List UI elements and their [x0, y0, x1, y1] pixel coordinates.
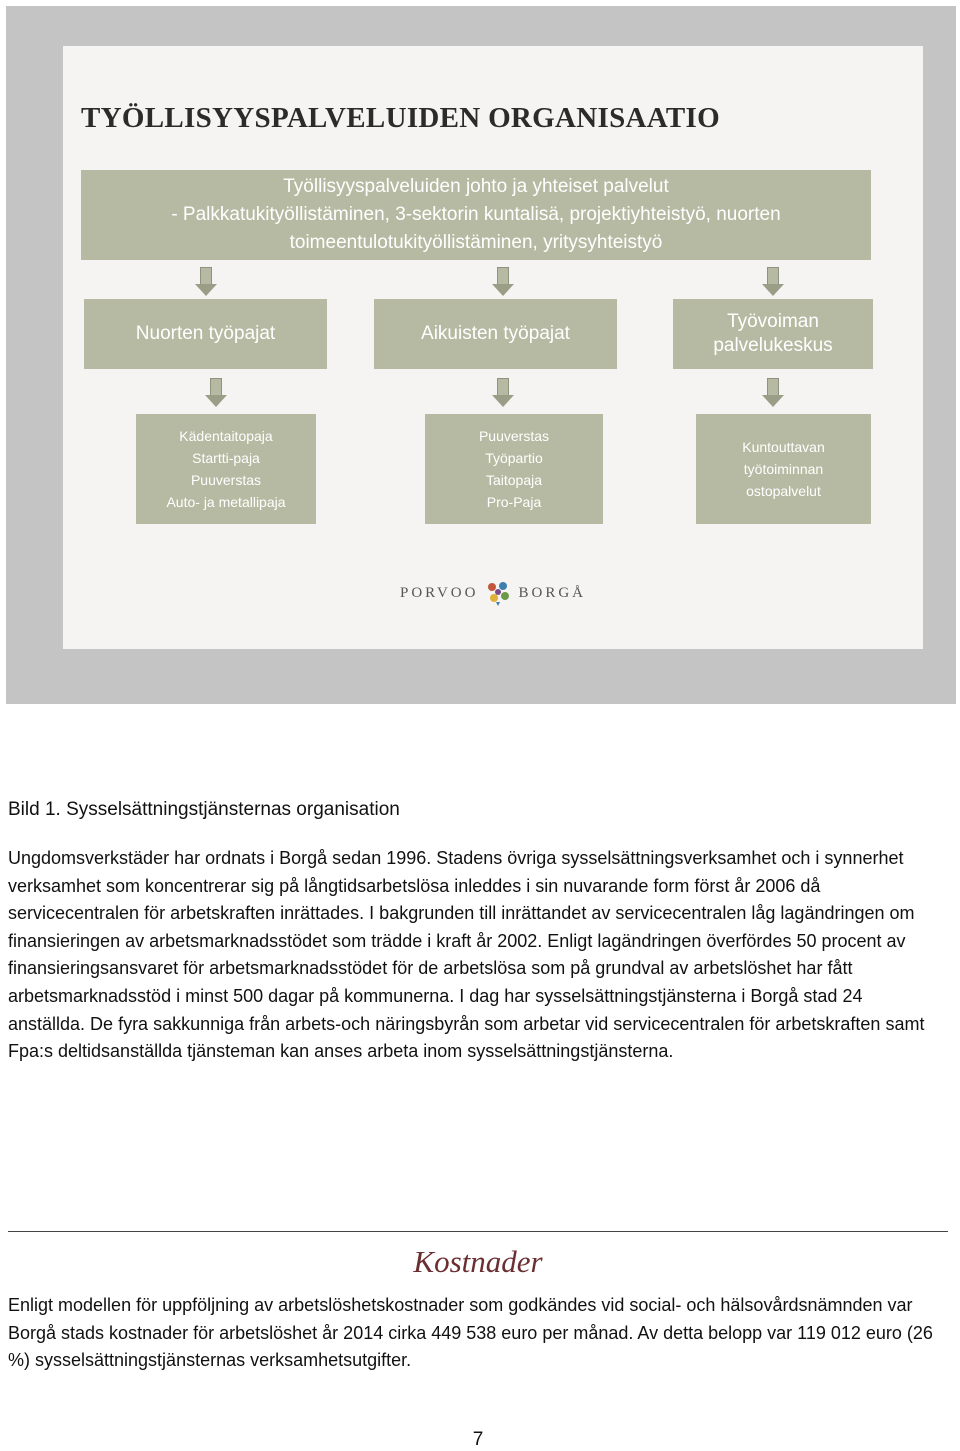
box-line: Taitopaja [485, 472, 543, 488]
box-line: Pro-Paja [486, 494, 542, 510]
logo-text-left: PORVOO [400, 584, 479, 601]
logo-text-right: BORGÅ [518, 584, 586, 601]
down-arrow-icon [493, 378, 513, 408]
box-line: Kädentaitopaja [179, 428, 273, 444]
org-chart-slide [63, 46, 923, 649]
management-box [81, 170, 871, 260]
youth-workshop-units-box [136, 414, 316, 524]
management-box-line: - Palkkatukityöllistäminen, 3-sektorin kuntalisä, projektiyhteistyö, nuorten [171, 204, 781, 225]
down-arrow-icon [493, 267, 513, 297]
page-number: 7 [472, 1429, 484, 1450]
box-line: Työvoiman [727, 311, 819, 332]
youth-workshops-box [84, 299, 327, 369]
down-arrow-icon [763, 267, 783, 297]
section-divider [8, 1231, 948, 1232]
box-line: palvelukeskus [713, 335, 833, 356]
costs-paragraph: Enligt modellen för uppföljning av arbetslöshetskostnader som godkändes vid social- och hälsovårdsnämnden var Borgå stads kostnader för arbetslöshet år 2014 cirka 449 538 euro per månad. Av detta belopp var 119 012 euro (26 %) sysselsättningstjänsternas verksamhetsutgifter. [8, 1295, 933, 1371]
body-paragraph: Ungdomsverkstäder har ordnats i Borgå sedan 1996. Stadens övriga sysselsättningsverksamhet och i synnerhet verksamhet som koncentrerar sig på långtidsarbetslösa inleddes i sin nuvarande form först år 2006 då servicecentralen för arbetskraften inrättades. I bakgrunden till inrättandet av servicecentralen låg lagändringen om finansieringen av arbetsmarknadsstödet som trädde i kraft år 2002. Enligt lagändringen överfördes 50 procent av finansieringsansvaret för arbetsmarknadsstödet för de arbetslösa som på grundval av arbetslöshet har fått arbetsmarknadsstöd i minst 500 dagar på kommunerna. I dag har sysselsättningstjänsterna i Borgå stad 24 anställda. De fyra sakkunniga från arbets-och näringsbyrån som arbetar vid servicecentralen för arbetskraften samt Fpa:s deltidsanställda tjänsteman kan anses arbeta inom sysselsättningstjänsterna. [8, 848, 925, 1062]
box-line: Työpartio [485, 450, 543, 466]
box-line: Startti-paja [192, 450, 260, 466]
management-box-line: Työllisyyspalveluiden johto ja yhteiset palvelut [283, 176, 669, 197]
box-line: ostopalvelut [746, 483, 821, 499]
adult-workshops-box [374, 299, 617, 369]
box-line: Auto- ja metallipaja [166, 494, 286, 510]
org-chart-figure [6, 6, 956, 704]
down-arrow-icon [196, 267, 216, 297]
management-box-line: toimeentulotukityöllistäminen, yritysyhteistyö [289, 232, 663, 253]
down-arrow-icon [206, 378, 226, 408]
box-line: Puuverstas [478, 428, 550, 444]
rehabilitative-services-box [696, 414, 871, 524]
box-line: Aikuisten työpajat [421, 323, 570, 344]
down-arrow-icon [763, 378, 783, 408]
porvoo-borga-logo [373, 578, 613, 608]
figure-caption: Bild 1. Sysselsättningstjänsternas organisation [8, 799, 400, 820]
adult-workshop-units-box [425, 414, 603, 524]
box-line: Kuntouttavan [742, 439, 825, 455]
box-line: Puuverstas [190, 472, 262, 488]
org-chart-title: TYÖLLISYYSPALVELUIDEN ORGANISAATIO [81, 102, 720, 134]
box-line: Nuorten työpajat [135, 323, 276, 344]
box-line: työtoiminnan [743, 461, 824, 477]
logo-flower-icon [484, 580, 512, 606]
labour-service-centre-box [673, 299, 873, 369]
section-heading: Kostnader [413, 1244, 543, 1279]
